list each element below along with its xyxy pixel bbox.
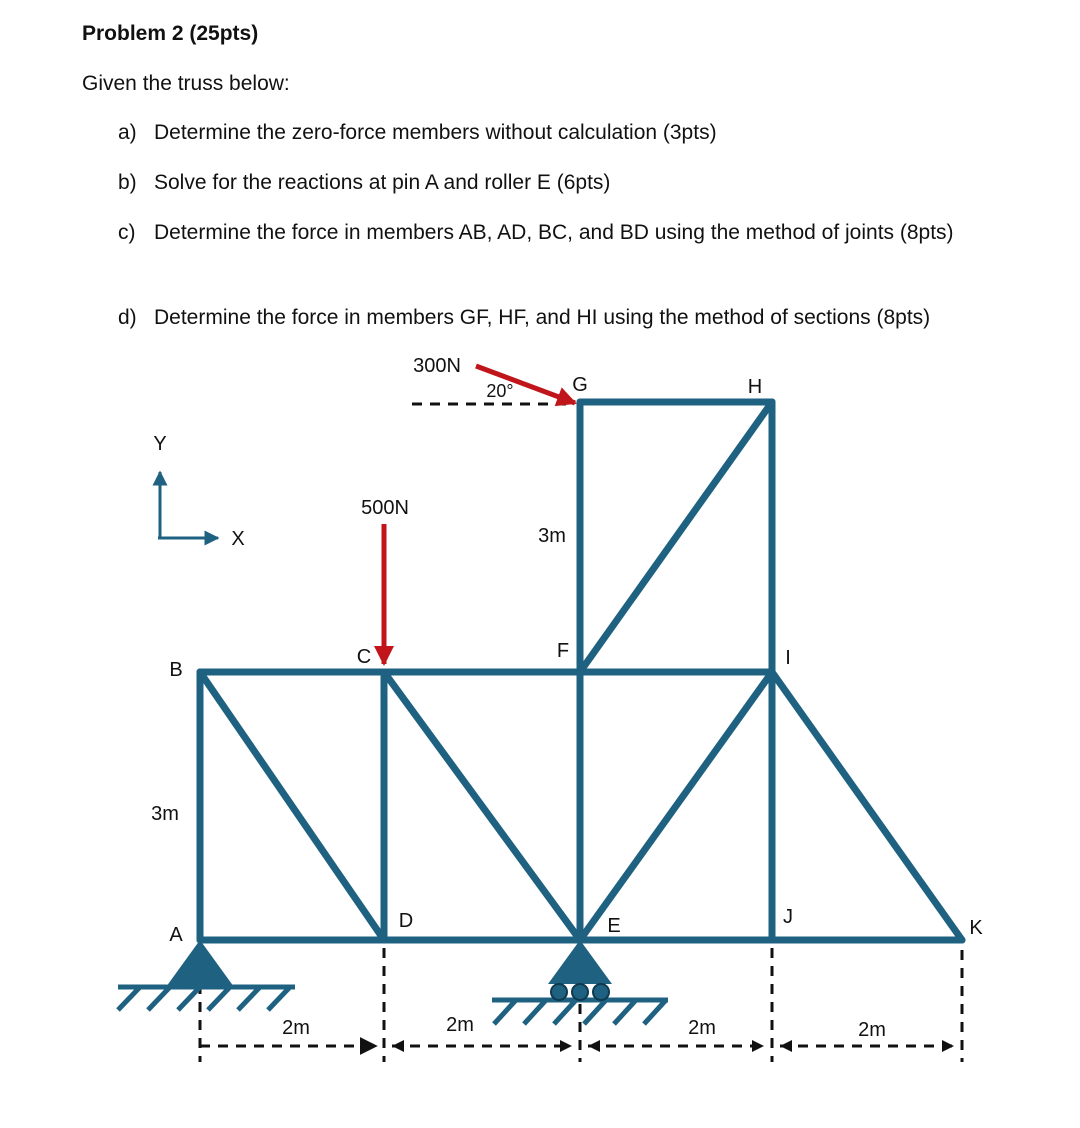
x-axis-label: X — [231, 528, 245, 550]
load-500n-label: 500N — [361, 497, 409, 519]
dim-label-span-ad: 2m — [282, 1017, 310, 1039]
joint-label-h: H — [747, 376, 763, 398]
joint-label-k: K — [969, 917, 983, 939]
dim-label-span-jk: 2m — [858, 1019, 886, 1041]
pin-support-a — [166, 940, 234, 987]
part-d-text: Determine the force in members GF, HF, and HI using the method of sections (8pts) — [154, 306, 931, 329]
joint-label-j: J — [783, 906, 793, 928]
load-300n-label: 300N — [413, 355, 461, 377]
joint-label-a: A — [169, 924, 183, 946]
joint-label-d: D — [398, 910, 414, 932]
problem-title: Problem 2 (25pts) — [82, 22, 259, 45]
load-angle-label: 20° — [486, 381, 514, 401]
roller-wheel — [572, 984, 588, 1000]
part-c-text: Determine the force in members AB, AD, BC, and BD using the method of joints (8pts) — [154, 221, 954, 244]
joint-label-i: I — [785, 647, 791, 669]
dimension-arrowheads — [392, 1040, 954, 1052]
part-b-text: Solve for the reactions at pin A and roller E (6pts) — [154, 171, 611, 194]
member-ce — [384, 672, 580, 940]
dim-label-height-lower: 3m — [151, 803, 179, 825]
joint-label-c: C — [356, 646, 372, 668]
part-c-label: c) — [118, 221, 136, 244]
roller-wheel — [551, 984, 567, 1000]
dim-arrowhead — [780, 1040, 792, 1052]
member-fh — [580, 402, 772, 672]
dim-arrowhead — [560, 1040, 572, 1052]
joint-label-g: G — [572, 374, 588, 396]
roller-support-e — [548, 940, 612, 1000]
dim-arrowhead — [752, 1040, 764, 1052]
dim-label-height-upper: 3m — [538, 525, 566, 547]
member-bd — [200, 672, 384, 940]
dim-label-span-de: 2m — [446, 1014, 474, 1036]
truss-members — [200, 402, 962, 940]
part-b-label: b) — [118, 171, 137, 194]
joint-label-b: B — [169, 659, 183, 681]
y-axis-label: Y — [153, 433, 167, 455]
member-ik — [772, 672, 962, 940]
dim-arrowhead — [942, 1040, 954, 1052]
dim-arrowhead — [392, 1040, 404, 1052]
joint-label-e: E — [607, 915, 621, 937]
joint-label-f: F — [556, 640, 570, 662]
part-a-text: Determine the zero-force members without calculation (3pts) — [154, 121, 717, 144]
part-a-label: a) — [118, 121, 137, 144]
dim-arrowhead — [588, 1040, 600, 1052]
problem-intro: Given the truss below: — [82, 72, 290, 95]
roller-wheel — [593, 984, 609, 1000]
member-ei — [580, 672, 772, 940]
part-d-label: d) — [118, 306, 137, 329]
axes — [153, 433, 244, 550]
dim-label-span-ej: 2m — [688, 1017, 716, 1039]
